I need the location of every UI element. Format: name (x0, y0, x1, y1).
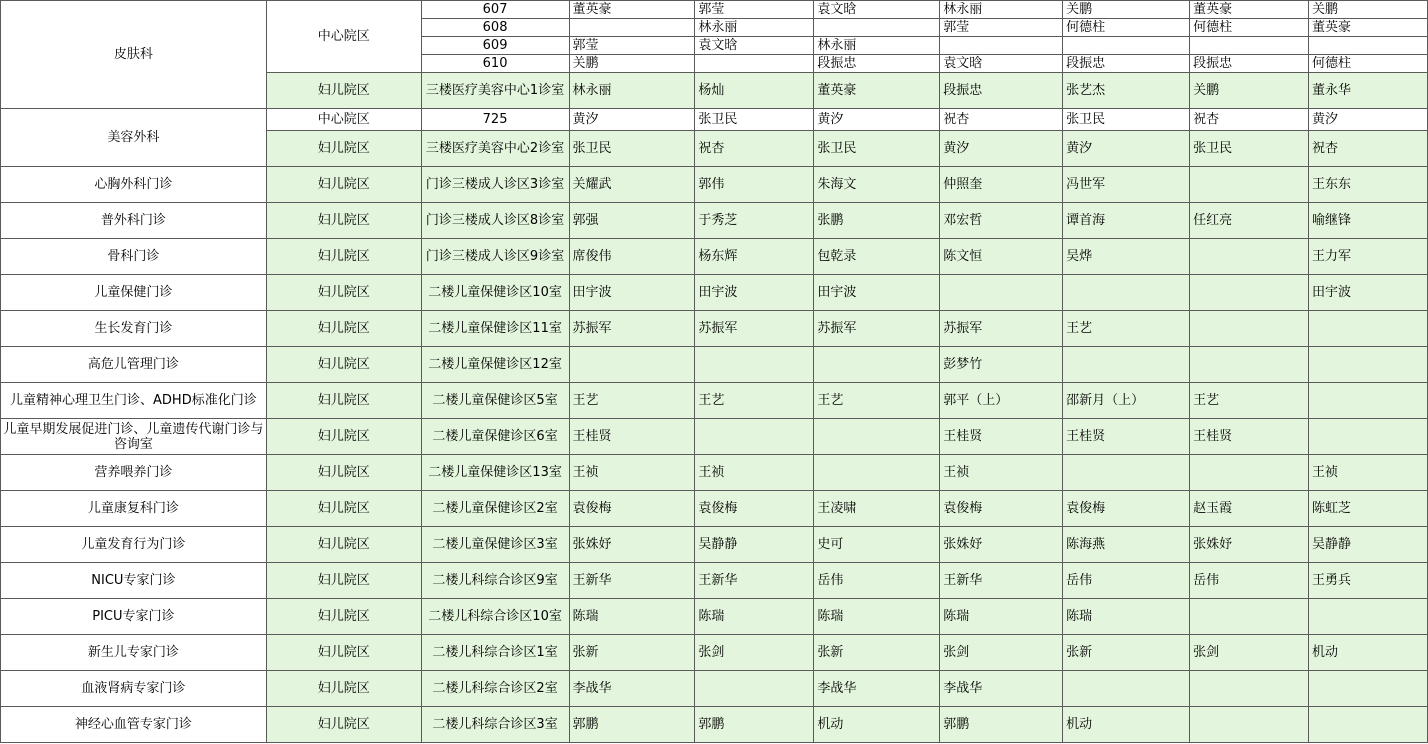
department-cell[interactable]: 骨科门诊 (1, 239, 267, 275)
doctor-cell[interactable]: 岳伟 (1190, 563, 1309, 599)
doctor-cell[interactable]: 王勇兵 (1309, 563, 1428, 599)
doctor-cell[interactable]: 田宇波 (569, 275, 695, 311)
doctor-cell[interactable]: 黄汐 (1063, 131, 1190, 167)
doctor-cell[interactable]: 董永华 (1309, 73, 1428, 109)
doctor-cell[interactable]: 袁文晗 (814, 1, 940, 19)
room-cell[interactable]: 二楼儿童保健诊区6室 (421, 419, 569, 455)
doctor-cell[interactable]: 包乾录 (814, 239, 940, 275)
department-cell[interactable]: 新生儿专家门诊 (1, 635, 267, 671)
doctor-cell[interactable] (1309, 347, 1428, 383)
doctor-cell[interactable]: 王力军 (1309, 239, 1428, 275)
campus-cell[interactable]: 妇儿院区 (266, 527, 421, 563)
doctor-cell[interactable]: 邓宏哲 (940, 203, 1063, 239)
doctor-cell[interactable]: 董英豪 (1190, 1, 1309, 19)
doctor-cell[interactable]: 关鹏 (1309, 1, 1428, 19)
doctor-cell[interactable]: 黄汐 (940, 131, 1063, 167)
doctor-cell[interactable]: 李战华 (569, 671, 695, 707)
doctor-cell[interactable] (814, 419, 940, 455)
doctor-cell[interactable]: 郭莹 (569, 37, 695, 55)
doctor-cell[interactable]: 张新 (569, 635, 695, 671)
doctor-cell[interactable]: 张卫民 (1190, 131, 1309, 167)
campus-cell[interactable]: 妇儿院区 (266, 419, 421, 455)
campus-cell[interactable]: 妇儿院区 (266, 383, 421, 419)
doctor-cell[interactable]: 岳伟 (814, 563, 940, 599)
room-cell[interactable]: 门诊三楼成人诊区8诊室 (421, 203, 569, 239)
schedule-row (1, 203, 1428, 239)
doctor-cell[interactable]: 段振忠 (1190, 55, 1309, 73)
doctor-cell[interactable]: 王祯 (695, 455, 814, 491)
room-cell[interactable]: 608 (421, 19, 569, 37)
doctor-cell[interactable]: 王艺 (1190, 383, 1309, 419)
doctor-cell[interactable]: 于秀芝 (695, 203, 814, 239)
doctor-cell[interactable]: 苏振军 (940, 311, 1063, 347)
doctor-cell[interactable] (940, 37, 1063, 55)
doctor-cell[interactable]: 张卫民 (695, 109, 814, 131)
doctor-cell[interactable]: 段振忠 (814, 55, 940, 73)
doctor-cell[interactable]: 岳伟 (1063, 563, 1190, 599)
schedule-row (1, 563, 1428, 599)
doctor-cell[interactable] (1309, 311, 1428, 347)
doctor-cell[interactable]: 陈瑞 (695, 599, 814, 635)
campus-cell[interactable]: 妇儿院区 (266, 455, 421, 491)
doctor-cell[interactable] (940, 275, 1063, 311)
doctor-cell[interactable]: 关鹏 (1190, 73, 1309, 109)
schedule-row (1, 527, 1428, 563)
schedule-row (1, 383, 1428, 419)
room-cell[interactable]: 609 (421, 37, 569, 55)
doctor-cell[interactable]: 郭伟 (695, 167, 814, 203)
doctor-cell[interactable]: 朱海文 (814, 167, 940, 203)
campus-cell[interactable]: 妇儿院区 (266, 599, 421, 635)
doctor-cell[interactable] (1063, 347, 1190, 383)
doctor-cell[interactable]: 吴静静 (1309, 527, 1428, 563)
doctor-cell[interactable]: 谭首海 (1063, 203, 1190, 239)
doctor-cell[interactable]: 黄汐 (569, 109, 695, 131)
room-cell[interactable]: 二楼儿童保健诊区13室 (421, 455, 569, 491)
schedule-row (1, 707, 1428, 743)
campus-cell[interactable]: 妇儿院区 (266, 275, 421, 311)
doctor-cell[interactable]: 郭强 (569, 203, 695, 239)
doctor-cell[interactable]: 郭鹏 (695, 707, 814, 743)
doctor-cell[interactable]: 王祯 (940, 455, 1063, 491)
doctor-cell[interactable]: 张艺杰 (1063, 73, 1190, 109)
doctor-cell[interactable]: 张剑 (1190, 635, 1309, 671)
schedule-row (1, 167, 1428, 203)
doctor-cell[interactable]: 张姝妤 (569, 527, 695, 563)
doctor-cell[interactable] (1309, 419, 1428, 455)
schedule-row (1, 599, 1428, 635)
department-cell[interactable]: 儿童精神心理卫生门诊、ADHD标准化门诊 (1, 383, 267, 419)
doctor-cell[interactable]: 李战华 (940, 671, 1063, 707)
doctor-cell[interactable]: 王东东 (1309, 167, 1428, 203)
doctor-cell[interactable]: 王桂贤 (1063, 419, 1190, 455)
doctor-cell[interactable] (814, 455, 940, 491)
doctor-cell[interactable]: 祝杏 (1190, 109, 1309, 131)
doctor-cell[interactable]: 田宇波 (1309, 275, 1428, 311)
room-cell[interactable]: 门诊三楼成人诊区9诊室 (421, 239, 569, 275)
doctor-cell[interactable]: 王新华 (940, 563, 1063, 599)
doctor-cell[interactable]: 仲照奎 (940, 167, 1063, 203)
room-cell[interactable]: 610 (421, 55, 569, 73)
doctor-cell[interactable]: 张剑 (940, 635, 1063, 671)
doctor-cell[interactable]: 张姝妤 (940, 527, 1063, 563)
room-cell[interactable]: 三楼医疗美容中心2诊室 (421, 131, 569, 167)
doctor-cell[interactable]: 机动 (814, 707, 940, 743)
doctor-cell[interactable]: 张姝妤 (1190, 527, 1309, 563)
department-cell[interactable]: 生长发育门诊 (1, 311, 267, 347)
schedule-row (1, 275, 1428, 311)
doctor-cell[interactable] (1190, 599, 1309, 635)
schedule-row (1, 347, 1428, 383)
doctor-cell[interactable]: 郭莹 (695, 1, 814, 19)
room-cell[interactable]: 二楼儿童保健诊区10室 (421, 275, 569, 311)
campus-cell[interactable]: 妇儿院区 (266, 73, 421, 109)
doctor-cell[interactable]: 何德柱 (1190, 19, 1309, 37)
doctor-cell[interactable]: 王祯 (1309, 455, 1428, 491)
doctor-cell[interactable]: 王凌啸 (814, 491, 940, 527)
doctor-cell[interactable]: 何德柱 (1063, 19, 1190, 37)
room-cell[interactable]: 二楼儿科综合诊区1室 (421, 635, 569, 671)
campus-cell[interactable]: 妇儿院区 (266, 203, 421, 239)
doctor-cell[interactable]: 黄汐 (814, 109, 940, 131)
department-cell[interactable]: 儿童保健门诊 (1, 275, 267, 311)
doctor-cell[interactable]: 祝杏 (940, 109, 1063, 131)
doctor-cell[interactable]: 袁俊梅 (940, 491, 1063, 527)
doctor-cell[interactable]: 关耀武 (569, 167, 695, 203)
doctor-cell[interactable]: 袁俊梅 (695, 491, 814, 527)
doctor-cell[interactable]: 邵新月（上） (1063, 383, 1190, 419)
doctor-cell[interactable] (1309, 383, 1428, 419)
doctor-cell[interactable] (1190, 455, 1309, 491)
doctor-cell[interactable]: 董英豪 (569, 1, 695, 19)
department-cell[interactable]: 儿童发育行为门诊 (1, 527, 267, 563)
doctor-cell[interactable]: 郭莹 (940, 19, 1063, 37)
doctor-cell[interactable]: 王桂贤 (940, 419, 1063, 455)
doctor-cell[interactable]: 张新 (1063, 635, 1190, 671)
campus-cell[interactable]: 妇儿院区 (266, 563, 421, 599)
campus-cell[interactable]: 妇儿院区 (266, 491, 421, 527)
doctor-cell[interactable]: 张卫民 (1063, 109, 1190, 131)
schedule-row (1, 239, 1428, 275)
campus-cell[interactable]: 妇儿院区 (266, 635, 421, 671)
doctor-cell[interactable]: 郭鹏 (569, 707, 695, 743)
doctor-cell[interactable] (1190, 275, 1309, 311)
doctor-cell[interactable]: 董英豪 (814, 73, 940, 109)
doctor-cell[interactable] (1190, 707, 1309, 743)
doctor-cell[interactable]: 张鹏 (814, 203, 940, 239)
room-cell[interactable]: 二楼儿科综合诊区9室 (421, 563, 569, 599)
doctor-cell[interactable]: 陈瑞 (940, 599, 1063, 635)
doctor-cell[interactable]: 林永丽 (940, 1, 1063, 19)
schedule-row (1, 491, 1428, 527)
schedule-row (1, 671, 1428, 707)
doctor-cell[interactable]: 王祯 (569, 455, 695, 491)
doctor-cell[interactable]: 祝杏 (1309, 131, 1428, 167)
campus-cell[interactable]: 妇儿院区 (266, 347, 421, 383)
doctor-cell[interactable]: 张卫民 (814, 131, 940, 167)
room-cell[interactable]: 二楼儿童保健诊区11室 (421, 311, 569, 347)
department-cell[interactable]: 神经心血管专家门诊 (1, 707, 267, 743)
doctor-cell[interactable] (1190, 347, 1309, 383)
campus-cell[interactable]: 中心院区 (266, 109, 421, 131)
room-cell[interactable]: 二楼儿科综合诊区10室 (421, 599, 569, 635)
doctor-cell[interactable]: 郭鹏 (940, 707, 1063, 743)
doctor-cell[interactable]: 林永丽 (695, 19, 814, 37)
doctor-cell[interactable]: 陈瑞 (569, 599, 695, 635)
doctor-cell[interactable] (695, 55, 814, 73)
doctor-cell[interactable]: 赵玉霞 (1190, 491, 1309, 527)
doctor-cell[interactable]: 杨东辉 (695, 239, 814, 275)
doctor-cell[interactable] (695, 347, 814, 383)
doctor-cell[interactable]: 关鹏 (1063, 1, 1190, 19)
doctor-cell[interactable]: 王艺 (814, 383, 940, 419)
doctor-cell[interactable] (1190, 311, 1309, 347)
doctor-cell[interactable]: 杨灿 (695, 73, 814, 109)
room-cell[interactable]: 门诊三楼成人诊区3诊室 (421, 167, 569, 203)
doctor-cell[interactable]: 机动 (1063, 707, 1190, 743)
room-cell[interactable]: 二楼儿童保健诊区2室 (421, 491, 569, 527)
room-cell[interactable]: 三楼医疗美容中心1诊室 (421, 73, 569, 109)
department-cell[interactable]: PICU专家门诊 (1, 599, 267, 635)
doctor-cell[interactable]: 张卫民 (569, 131, 695, 167)
doctor-cell[interactable] (814, 19, 940, 37)
campus-cell[interactable]: 妇儿院区 (266, 239, 421, 275)
doctor-cell[interactable]: 王艺 (569, 383, 695, 419)
schedule-row (1, 1, 1428, 19)
department-cell[interactable]: 儿童康复科门诊 (1, 491, 267, 527)
doctor-cell[interactable]: 王新华 (695, 563, 814, 599)
doctor-cell[interactable]: 陈虹芝 (1309, 491, 1428, 527)
department-cell[interactable]: 皮肤科 (1, 1, 267, 109)
doctor-cell[interactable]: 何德柱 (1309, 55, 1428, 73)
schedule-row (1, 419, 1428, 455)
doctor-cell[interactable]: 袁俊梅 (1063, 491, 1190, 527)
doctor-cell[interactable] (569, 347, 695, 383)
doctor-cell[interactable] (1309, 599, 1428, 635)
campus-cell[interactable]: 妇儿院区 (266, 707, 421, 743)
doctor-cell[interactable]: 林永丽 (814, 37, 940, 55)
doctor-cell[interactable]: 袁俊梅 (569, 491, 695, 527)
schedule-row (1, 455, 1428, 491)
room-cell[interactable]: 725 (421, 109, 569, 131)
room-cell[interactable]: 二楼儿科综合诊区2室 (421, 671, 569, 707)
doctor-cell[interactable] (1190, 671, 1309, 707)
doctor-cell[interactable]: 李战华 (814, 671, 940, 707)
doctor-cell[interactable] (1190, 37, 1309, 55)
doctor-cell[interactable]: 喻继锋 (1309, 203, 1428, 239)
department-cell[interactable]: NICU专家门诊 (1, 563, 267, 599)
doctor-cell[interactable]: 黄汐 (1309, 109, 1428, 131)
doctor-cell[interactable]: 王桂贤 (569, 419, 695, 455)
doctor-cell[interactable]: 席俊伟 (569, 239, 695, 275)
doctor-cell[interactable]: 苏振军 (695, 311, 814, 347)
doctor-cell[interactable]: 袁文晗 (695, 37, 814, 55)
department-cell[interactable]: 营养喂养门诊 (1, 455, 267, 491)
doctor-cell[interactable]: 彭梦竹 (940, 347, 1063, 383)
doctor-cell[interactable]: 张剑 (695, 635, 814, 671)
doctor-cell[interactable]: 王桂贤 (1190, 419, 1309, 455)
department-cell[interactable]: 血液肾病专家门诊 (1, 671, 267, 707)
doctor-cell[interactable]: 关鹏 (569, 55, 695, 73)
room-cell[interactable]: 二楼儿童保健诊区3室 (421, 527, 569, 563)
doctor-cell[interactable]: 段振忠 (1063, 55, 1190, 73)
doctor-cell[interactable]: 张新 (814, 635, 940, 671)
doctor-cell[interactable] (1309, 707, 1428, 743)
doctor-cell[interactable]: 吴静静 (695, 527, 814, 563)
doctor-cell[interactable] (1309, 37, 1428, 55)
doctor-cell[interactable]: 陈文恒 (940, 239, 1063, 275)
doctor-cell[interactable]: 董英豪 (1309, 19, 1428, 37)
room-cell[interactable]: 607 (421, 1, 569, 19)
doctor-cell[interactable]: 袁文晗 (940, 55, 1063, 73)
doctor-cell[interactable]: 史可 (814, 527, 940, 563)
doctor-cell[interactable] (1063, 455, 1190, 491)
doctor-cell[interactable]: 陈瑞 (814, 599, 940, 635)
campus-cell[interactable]: 妇儿院区 (266, 671, 421, 707)
doctor-cell[interactable]: 吴烨 (1063, 239, 1190, 275)
doctor-cell[interactable]: 陈瑞 (1063, 599, 1190, 635)
doctor-cell[interactable]: 林永丽 (569, 73, 695, 109)
department-cell[interactable]: 高危儿管理门诊 (1, 347, 267, 383)
schedule-row (1, 635, 1428, 671)
doctor-cell[interactable]: 王新华 (569, 563, 695, 599)
doctor-cell[interactable]: 任红亮 (1190, 203, 1309, 239)
department-cell[interactable]: 儿童早期发展促进门诊、儿童遗传代谢门诊与咨询室 (1, 419, 267, 455)
doctor-cell[interactable]: 陈海燕 (1063, 527, 1190, 563)
doctor-cell[interactable]: 田宇波 (814, 275, 940, 311)
doctor-cell[interactable] (695, 671, 814, 707)
doctor-cell[interactable]: 郭平（上） (940, 383, 1063, 419)
room-cell[interactable]: 二楼儿科综合诊区3室 (421, 707, 569, 743)
doctor-cell[interactable] (695, 419, 814, 455)
department-cell[interactable]: 心胸外科门诊 (1, 167, 267, 203)
campus-cell[interactable]: 中心院区 (266, 1, 421, 73)
department-cell[interactable]: 美容外科 (1, 109, 267, 167)
doctor-cell[interactable]: 王艺 (695, 383, 814, 419)
doctor-cell[interactable]: 机动 (1309, 635, 1428, 671)
doctor-cell[interactable] (814, 347, 940, 383)
doctor-cell[interactable] (1063, 671, 1190, 707)
campus-cell[interactable]: 妇儿院区 (266, 167, 421, 203)
doctor-cell[interactable]: 苏振军 (814, 311, 940, 347)
doctor-cell[interactable] (1190, 167, 1309, 203)
schedule-row (1, 109, 1428, 131)
room-cell[interactable]: 二楼儿童保健诊区5室 (421, 383, 569, 419)
doctor-cell[interactable]: 冯世军 (1063, 167, 1190, 203)
doctor-cell[interactable]: 田宇波 (695, 275, 814, 311)
doctor-cell[interactable] (1063, 37, 1190, 55)
doctor-cell[interactable] (1063, 275, 1190, 311)
doctor-cell[interactable]: 祝杏 (695, 131, 814, 167)
department-cell[interactable]: 普外科门诊 (1, 203, 267, 239)
campus-cell[interactable]: 妇儿院区 (266, 311, 421, 347)
doctor-cell[interactable]: 段振忠 (940, 73, 1063, 109)
campus-cell[interactable]: 妇儿院区 (266, 131, 421, 167)
doctor-cell[interactable]: 苏振军 (569, 311, 695, 347)
schedule-row (1, 311, 1428, 347)
doctor-cell[interactable] (1309, 671, 1428, 707)
doctor-cell[interactable] (569, 19, 695, 37)
doctor-cell[interactable]: 王艺 (1063, 311, 1190, 347)
doctor-cell[interactable] (1190, 239, 1309, 275)
room-cell[interactable]: 二楼儿童保健诊区12室 (421, 347, 569, 383)
